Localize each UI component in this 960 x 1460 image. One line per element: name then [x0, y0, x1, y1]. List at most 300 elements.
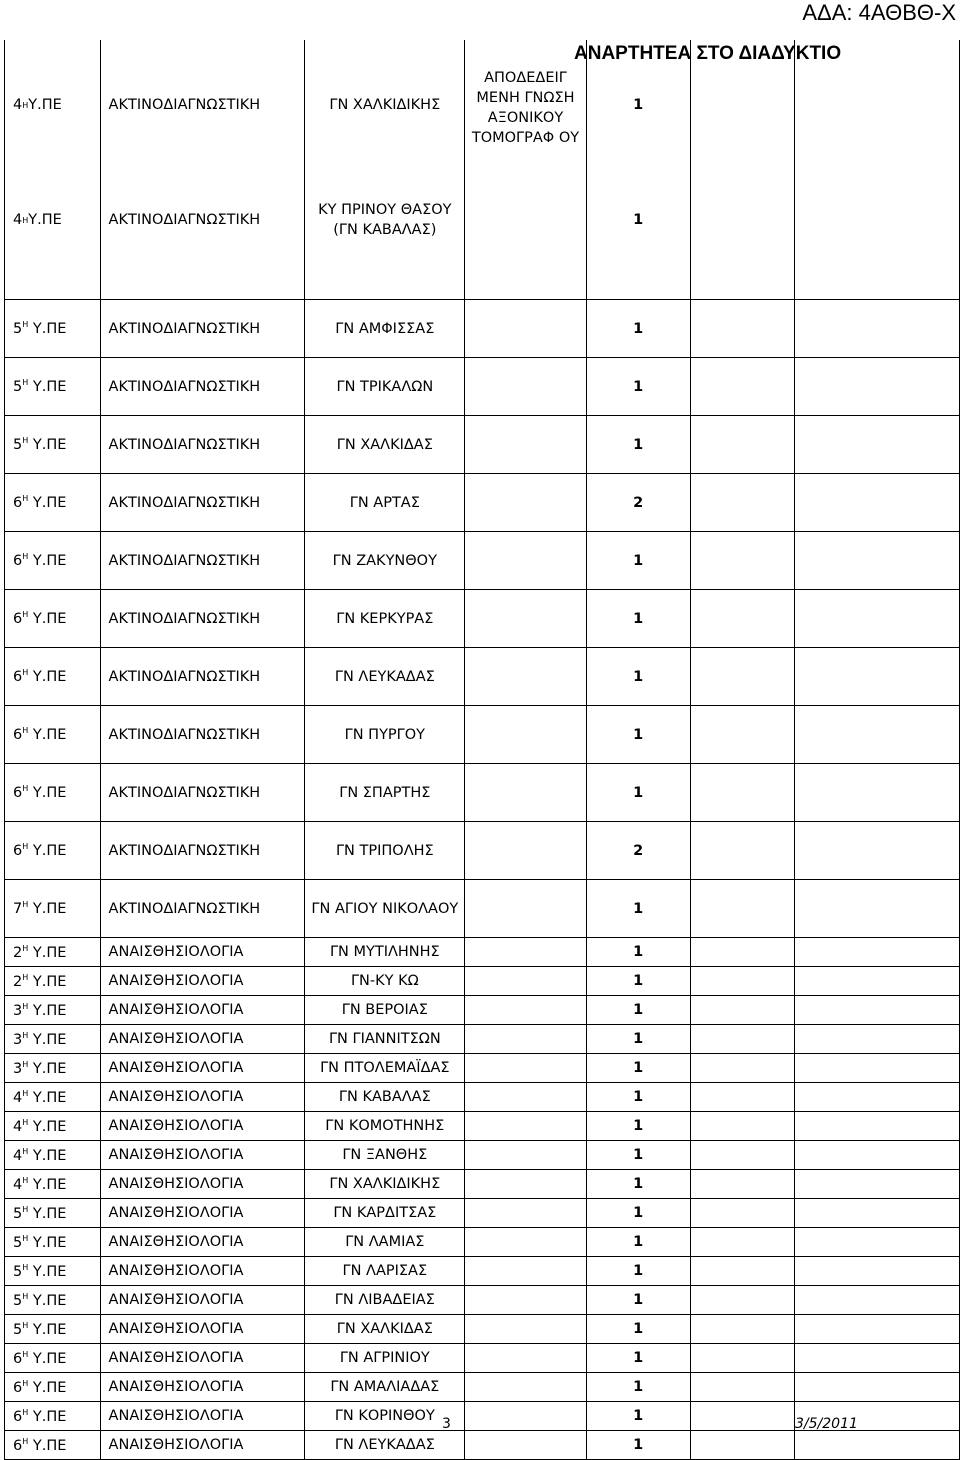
region-rest: Υ.ΠΕ — [28, 1379, 67, 1396]
qualification-cell — [465, 1431, 586, 1460]
region-cell — [5, 1025, 101, 1054]
hospital-cell: ΓΝ-ΚΥ ΚΩ — [305, 967, 465, 996]
region-rest: Υ.ΠΕ — [28, 727, 67, 743]
specialty-cell: ΑΚΤΙΝΟΔΙΑΓΝΩΣΤΙΚΗ — [100, 648, 305, 706]
count-top: 1 — [633, 97, 644, 113]
region-cell — [5, 1344, 101, 1373]
qualification-cell — [465, 300, 586, 358]
count-cell: 1 — [586, 1286, 690, 1315]
region-num: 5 — [13, 379, 23, 395]
count-cell: 1 — [586, 1112, 690, 1141]
hospital-cell: ΓΝ ΧΑΛΚΙΔΙΚΗΣ — [305, 1170, 465, 1199]
region-sup: Η — [22, 668, 29, 677]
region-num: 2 — [13, 944, 23, 961]
region-sup: Η — [22, 436, 29, 445]
region-num: 6 — [13, 1350, 23, 1367]
region-cell — [5, 1257, 101, 1286]
table-row — [5, 1373, 960, 1402]
hospital-cell: ΓΝ ΛΑΡΙΣΑΣ — [305, 1257, 465, 1286]
table-row — [5, 938, 960, 967]
hospital-cell: ΓΝ ΑΜΦΙΣΣΑΣ — [305, 300, 465, 358]
region-num: 3 — [13, 1060, 23, 1077]
region-bottom — [13, 170, 100, 270]
table-row — [5, 1199, 960, 1228]
table-row — [5, 1141, 960, 1170]
empty-cell — [690, 1199, 794, 1228]
hospital-cell: ΓΝ ΛΙΒΑΔΕΙΑΣ — [305, 1286, 465, 1315]
empty-cell — [690, 1402, 794, 1431]
qualification-cell — [465, 938, 586, 967]
region-sup: Η — [22, 552, 29, 561]
empty-cell — [795, 1431, 960, 1460]
table-row — [5, 764, 960, 822]
qualification-cell — [465, 1228, 586, 1257]
qualification-cell — [465, 822, 586, 880]
empty-cell — [690, 1228, 794, 1257]
table-row — [5, 996, 960, 1025]
empty-cell — [795, 532, 960, 590]
empty-cell — [795, 1083, 960, 1112]
region-num: 6 — [13, 553, 23, 569]
specialty-bottom: ΑΚΤΙΝΟΔΙΑΓΝΩΣΤΙΚΗ — [108, 212, 261, 228]
region-rest: Υ.ΠΕ — [28, 785, 67, 801]
count-cell: 1 — [586, 764, 690, 822]
region-sup: Η — [22, 726, 29, 735]
empty-cell — [795, 1141, 960, 1170]
qualification-cell — [465, 1199, 586, 1228]
hospital-cell: ΓΝ ΤΡΙΚΑΛΩΝ — [305, 358, 465, 416]
region-sup: Η — [22, 1059, 29, 1069]
region-num: 4 — [13, 1147, 23, 1164]
empty-cell — [690, 1373, 794, 1402]
region-num: 6 — [13, 1408, 23, 1425]
region-num: 4 — [13, 212, 23, 228]
qualification-cell — [465, 1141, 586, 1170]
region-rest: Υ.ΠΕ — [28, 1234, 67, 1251]
region-rest: Υ.ΠΕ — [28, 973, 67, 990]
hospital-cell: ΓΝ ΑΓΙΟΥ ΝΙΚΟΛΑΟΥ — [305, 880, 465, 938]
qualification-cell — [465, 474, 586, 532]
region-cell — [5, 967, 101, 996]
region-sup: Η — [22, 100, 29, 110]
count-cell: 1 — [586, 1315, 690, 1344]
region-sup: Η — [22, 1378, 29, 1388]
region-cell — [5, 996, 101, 1025]
region-cell — [5, 706, 101, 764]
empty-cell — [795, 880, 960, 938]
count-bottom: 1 — [633, 212, 644, 228]
hospital-cell: ΓΝ ΑΜΑΛΙΑΔΑΣ — [305, 1373, 465, 1402]
count-cell: 2 — [586, 474, 690, 532]
hospital-cell: ΓΝ ΓΙΑΝΝΙΤΣΩΝ — [305, 1025, 465, 1054]
region-sup: Η — [22, 378, 29, 387]
hospital-cell: ΓΝ ΚΟΡΙΝΘΟΥ — [305, 1402, 465, 1431]
region-cell — [5, 1315, 101, 1344]
positions-table — [4, 40, 960, 1460]
region-cell — [5, 1083, 101, 1112]
table-row — [5, 1257, 960, 1286]
specialty-cell: ΑΝΑΙΣΘΗΣΙΟΛΟΓΙΑ — [100, 1257, 305, 1286]
qualification-cell — [465, 648, 586, 706]
region-sup: Η — [22, 842, 29, 851]
empty-cell — [690, 1344, 794, 1373]
region-rest: Υ.ΠΕ — [28, 437, 67, 453]
region-rest: Υ.ΠΕ — [28, 1118, 67, 1135]
count-cell: 1 — [586, 1257, 690, 1286]
region-cell — [5, 1373, 101, 1402]
region-cell — [5, 1170, 101, 1199]
hospital-cell: ΓΝ ΚΟΜΟΤΗΝΗΣ — [305, 1112, 465, 1141]
region-top — [13, 40, 100, 170]
region-rest: Υ.ΠΕ — [28, 944, 67, 961]
region-cell — [5, 764, 101, 822]
empty-cell — [795, 590, 960, 648]
region-sup: Η — [22, 1088, 29, 1098]
specialty-cell: ΑΝΑΙΣΘΗΣΙΟΛΟΓΙΑ — [100, 1373, 305, 1402]
empty-cell — [795, 358, 960, 416]
table-row — [5, 1025, 960, 1054]
table-row — [5, 1286, 960, 1315]
empty-cell — [690, 40, 794, 300]
region-cell — [5, 1228, 101, 1257]
region-num: 6 — [13, 727, 23, 743]
count-cell: 1 — [586, 1402, 690, 1431]
hospital-cell: ΓΝ ΧΑΛΚΙΔΑΣ — [305, 416, 465, 474]
footer-date: 3/5/2011 — [795, 1416, 858, 1432]
table-row — [5, 590, 960, 648]
qualification-cell — [465, 1170, 586, 1199]
qualification-cell — [465, 967, 586, 996]
empty-cell — [690, 590, 794, 648]
qualification-cell — [465, 1083, 586, 1112]
specialty-cell: ΑΚΤΙΝΟΔΙΑΓΝΩΣΤΙΚΗ — [100, 590, 305, 648]
specialty-cell: ΑΚΤΙΝΟΔΙΑΓΝΩΣΤΙΚΗ — [100, 358, 305, 416]
hospital-cell: ΓΝ ΚΕΡΚΥΡΑΣ — [305, 590, 465, 648]
publish-notice: ΑΝΑΡΤΗΤΕΑ ΣΤΟ ΔΙΑΔΥΚΤΙΟ — [574, 43, 842, 64]
empty-cell — [690, 1315, 794, 1344]
hospital-cell: ΓΝ ΖΑΚΥΝΘΟΥ — [305, 532, 465, 590]
specialty-cell: ΑΝΑΙΣΘΗΣΙΟΛΟΓΙΑ — [100, 938, 305, 967]
region-rest: Υ.ΠΕ — [28, 1350, 67, 1367]
empty-cell — [690, 1083, 794, 1112]
count-cell: 1 — [586, 1083, 690, 1112]
count-cell: 1 — [586, 1025, 690, 1054]
region-num: 5 — [13, 321, 23, 337]
region-sup: Η — [22, 494, 29, 503]
region-cell — [5, 1054, 101, 1083]
hospital-top: ΓΝ ΧΑΛΚΙΔΙΚΗΣ — [329, 97, 441, 113]
region-sup: Η — [22, 784, 29, 793]
region-rest: Υ.ΠΕ — [28, 553, 67, 569]
region-num: 3 — [13, 1002, 23, 1019]
table-row — [5, 1054, 960, 1083]
region-num: 6 — [13, 495, 23, 511]
table-row — [5, 416, 960, 474]
specialty-cell: ΑΝΑΙΣΘΗΣΙΟΛΟΓΙΑ — [100, 1315, 305, 1344]
hospital-cell — [305, 40, 465, 300]
region-rest: Υ.ΠΕ — [28, 1205, 67, 1222]
region-sup: Η — [22, 1291, 29, 1301]
hospital-cell: ΓΝ ΜΥΤΙΛΗΝΗΣ — [305, 938, 465, 967]
table-row — [5, 532, 960, 590]
empty-cell — [690, 938, 794, 967]
specialty-cell: ΑΚΤΙΝΟΔΙΑΓΝΩΣΤΙΚΗ — [100, 474, 305, 532]
region-rest: Υ.ΠΕ — [28, 1408, 67, 1425]
region-sup: Η — [22, 943, 29, 953]
region-rest: Υ.ΠΕ — [28, 1031, 67, 1048]
hospital-cell: ΓΝ ΞΑΝΘΗΣ — [305, 1141, 465, 1170]
region-cell — [5, 532, 101, 590]
empty-cell — [795, 967, 960, 996]
region-sup: Η — [22, 1349, 29, 1359]
qualification-cell — [465, 764, 586, 822]
region-cell — [5, 880, 101, 938]
specialty-cell: ΑΝΑΙΣΘΗΣΙΟΛΟΓΙΑ — [100, 1170, 305, 1199]
empty-cell — [795, 1373, 960, 1402]
specialty-cell: ΑΝΑΙΣΘΗΣΙΟΛΟΓΙΑ — [100, 996, 305, 1025]
specialty-cell: ΑΝΑΙΣΘΗΣΙΟΛΟΓΙΑ — [100, 1402, 305, 1431]
region-num: 6 — [13, 1437, 23, 1454]
qualification-cell — [465, 1373, 586, 1402]
region-cell — [5, 938, 101, 967]
region-cell — [5, 822, 101, 880]
specialty-cell: ΑΝΑΙΣΘΗΣΙΟΛΟΓΙΑ — [100, 1199, 305, 1228]
count-cell: 1 — [586, 590, 690, 648]
empty-cell — [795, 1025, 960, 1054]
region-num: 4 — [13, 1176, 23, 1193]
hospital-cell: ΓΝ ΚΑΡΔΙΤΣΑΣ — [305, 1199, 465, 1228]
table-row — [5, 880, 960, 938]
count-cell: 1 — [586, 1199, 690, 1228]
qualification-cell — [465, 1315, 586, 1344]
specialty-top: ΑΚΤΙΝΟΔΙΑΓΝΩΣΤΙΚΗ — [108, 97, 261, 113]
count-cell: 1 — [586, 1170, 690, 1199]
specialty-cell: ΑΝΑΙΣΘΗΣΙΟΛΟΓΙΑ — [100, 1286, 305, 1315]
empty-cell — [690, 648, 794, 706]
table-row — [5, 1315, 960, 1344]
qualification-cell — [465, 532, 586, 590]
empty-cell — [690, 822, 794, 880]
empty-cell — [795, 1112, 960, 1141]
hospital-cell: ΓΝ ΛΕΥΚΑΔΑΣ — [305, 1431, 465, 1460]
count-cell: 1 — [586, 648, 690, 706]
region-cell — [5, 1431, 101, 1460]
specialty-cell: ΑΝΑΙΣΘΗΣΙΟΛΟΓΙΑ — [100, 1112, 305, 1141]
region-num: 4 — [13, 97, 23, 113]
region-sup: Η — [22, 1204, 29, 1214]
specialty-cell — [100, 40, 305, 300]
qualification-cell — [465, 1402, 586, 1431]
region-num: 6 — [13, 1379, 23, 1396]
region-rest: Υ.ΠΕ — [28, 669, 67, 685]
region-num: 5 — [13, 1292, 23, 1309]
empty-cell — [795, 996, 960, 1025]
empty-cell — [690, 1054, 794, 1083]
qualification-cell — [465, 416, 586, 474]
region-rest: Υ.ΠΕ — [28, 843, 67, 859]
page-number: 3 — [442, 1416, 451, 1432]
region-sup: Η — [22, 1001, 29, 1011]
specialty-cell: ΑΚΤΙΝΟΔΙΑΓΝΩΣΤΙΚΗ — [100, 880, 305, 938]
region-rest: Υ.ΠΕ — [28, 1089, 67, 1106]
region-cell — [5, 1199, 101, 1228]
empty-cell — [795, 300, 960, 358]
count-cell: 1 — [586, 300, 690, 358]
table-row-group-radiology-ct — [5, 40, 960, 300]
region-cell — [5, 40, 101, 300]
region-cell — [5, 648, 101, 706]
specialty-cell: ΑΝΑΙΣΘΗΣΙΟΛΟΓΙΑ — [100, 1083, 305, 1112]
qualification-cell — [465, 1257, 586, 1286]
count-cell: 1 — [586, 1054, 690, 1083]
empty-cell — [690, 706, 794, 764]
empty-cell — [690, 764, 794, 822]
specialty-cell: ΑΚΤΙΝΟΔΙΑΓΝΩΣΤΙΚΗ — [100, 416, 305, 474]
specialty-cell: ΑΝΑΙΣΘΗΣΙΟΛΟΓΙΑ — [100, 1344, 305, 1373]
count-cell — [586, 40, 690, 300]
region-rest: Υ.ΠΕ — [28, 97, 62, 113]
region-sup: Η — [22, 1175, 29, 1185]
specialty-cell: ΑΝΑΙΣΘΗΣΙΟΛΟΓΙΑ — [100, 1054, 305, 1083]
table-row — [5, 967, 960, 996]
hospital-cell: ΓΝ ΤΡΙΠΟΛΗΣ — [305, 822, 465, 880]
region-sup: Η — [22, 1320, 29, 1330]
empty-cell — [795, 938, 960, 967]
region-num: 2 — [13, 973, 23, 990]
count-cell: 1 — [586, 880, 690, 938]
empty-cell — [795, 1315, 960, 1344]
table-row — [5, 1344, 960, 1373]
specialty-cell: ΑΚΤΙΝΟΔΙΑΓΝΩΣΤΙΚΗ — [100, 822, 305, 880]
region-cell — [5, 416, 101, 474]
count-cell: 1 — [586, 1141, 690, 1170]
empty-cell — [690, 1257, 794, 1286]
empty-cell — [690, 1286, 794, 1315]
region-sup: Η — [22, 1233, 29, 1243]
region-cell — [5, 1112, 101, 1141]
empty-cell — [795, 1344, 960, 1373]
region-sup: Η — [22, 1146, 29, 1156]
count-cell: 1 — [586, 1373, 690, 1402]
region-rest: Υ.ΠΕ — [28, 1263, 67, 1280]
region-cell — [5, 1402, 101, 1431]
region-cell — [5, 358, 101, 416]
count-cell: 1 — [586, 532, 690, 590]
qualification-cell — [465, 590, 586, 648]
region-rest: Υ.ΠΕ — [28, 379, 67, 395]
hospital-cell: ΓΝ ΠΥΡΓΟΥ — [305, 706, 465, 764]
region-num: 7 — [13, 901, 23, 917]
hospital-cell: ΓΝ ΛΑΜΙΑΣ — [305, 1228, 465, 1257]
region-rest: Υ.ΠΕ — [28, 1147, 67, 1164]
region-num: 6 — [13, 785, 23, 801]
count-cell: 1 — [586, 358, 690, 416]
region-num: 6 — [13, 843, 23, 859]
region-sup: Η — [22, 1117, 29, 1127]
empty-cell — [795, 416, 960, 474]
empty-cell — [795, 648, 960, 706]
qualification-cell: ΑΠΟΔΕΔΕΙΓ ΜΕΝΗ ΓΝΩΣΗ ΑΞΟΝΙΚΟΥ ΤΟΜΟΓΡΑΦ ΟΥ — [465, 40, 586, 300]
count-cell: 1 — [586, 996, 690, 1025]
table-row — [5, 1083, 960, 1112]
empty-cell — [690, 967, 794, 996]
table-row — [5, 648, 960, 706]
region-sup: Η — [22, 320, 29, 329]
table-row — [5, 1431, 960, 1460]
region-cell — [5, 300, 101, 358]
hospital-bottom: ΚΥ ΠΡΙΝΟΥ ΘΑΣΟΥ (ΓΝ ΚΑΒΑΛΑΣ) — [318, 202, 452, 238]
empty-cell — [690, 996, 794, 1025]
region-sup: Η — [22, 1436, 29, 1446]
qualification-cell — [465, 1286, 586, 1315]
table-row — [5, 706, 960, 764]
count-cell: 1 — [586, 967, 690, 996]
empty-cell — [690, 358, 794, 416]
table-row — [5, 1170, 960, 1199]
region-sup: Η — [22, 972, 29, 982]
hospital-cell: ΓΝ ΛΕΥΚΑΔΑΣ — [305, 648, 465, 706]
count-cell: 1 — [586, 1431, 690, 1460]
region-rest: Υ.ΠΕ — [28, 212, 62, 228]
region-num: 5 — [13, 437, 23, 453]
region-num: 5 — [13, 1321, 23, 1338]
region-rest: Υ.ΠΕ — [28, 321, 67, 337]
empty-cell — [795, 1257, 960, 1286]
empty-cell — [690, 1141, 794, 1170]
qualification-cell — [465, 1054, 586, 1083]
empty-cell — [795, 1199, 960, 1228]
qualification-cell — [465, 358, 586, 416]
empty-cell — [690, 1170, 794, 1199]
table-row — [5, 822, 960, 880]
specialty-cell: ΑΚΤΙΝΟΔΙΑΓΝΩΣΤΙΚΗ — [100, 706, 305, 764]
region-sup: Η — [22, 215, 29, 225]
empty-cell — [690, 1431, 794, 1460]
specialty-cell: ΑΚΤΙΝΟΔΙΑΓΝΩΣΤΙΚΗ — [100, 764, 305, 822]
empty-cell — [690, 880, 794, 938]
empty-cell — [795, 764, 960, 822]
region-num: 5 — [13, 1263, 23, 1280]
region-rest: Υ.ΠΕ — [28, 495, 67, 511]
empty-cell — [690, 474, 794, 532]
region-sup: Η — [22, 900, 29, 909]
qualification-cell — [465, 1112, 586, 1141]
empty-cell — [690, 1025, 794, 1054]
specialty-cell: ΑΚΤΙΝΟΔΙΑΓΝΩΣΤΙΚΗ — [100, 300, 305, 358]
region-sup: Η — [22, 610, 29, 619]
empty-cell — [795, 1228, 960, 1257]
specialty-cell: ΑΝΑΙΣΘΗΣΙΟΛΟΓΙΑ — [100, 1141, 305, 1170]
qualification-cell — [465, 1025, 586, 1054]
region-sup: Η — [22, 1262, 29, 1272]
table-row — [5, 1112, 960, 1141]
qualification-cell — [465, 1344, 586, 1373]
specialty-cell: ΑΝΑΙΣΘΗΣΙΟΛΟΓΙΑ — [100, 1431, 305, 1460]
table-row — [5, 300, 960, 358]
region-sup: Η — [22, 1407, 29, 1417]
count-cell: 1 — [586, 938, 690, 967]
region-cell — [5, 474, 101, 532]
hospital-cell: ΓΝ ΒΕΡΟΙΑΣ — [305, 996, 465, 1025]
region-rest: Υ.ΠΕ — [28, 1437, 67, 1454]
count-cell: 1 — [586, 1228, 690, 1257]
region-rest: Υ.ΠΕ — [28, 1321, 67, 1338]
table-row — [5, 474, 960, 532]
specialty-cell: ΑΝΑΙΣΘΗΣΙΟΛΟΓΙΑ — [100, 1025, 305, 1054]
empty-cell — [690, 416, 794, 474]
region-rest: Υ.ΠΕ — [28, 611, 67, 627]
hospital-cell: ΓΝ ΑΡΤΑΣ — [305, 474, 465, 532]
